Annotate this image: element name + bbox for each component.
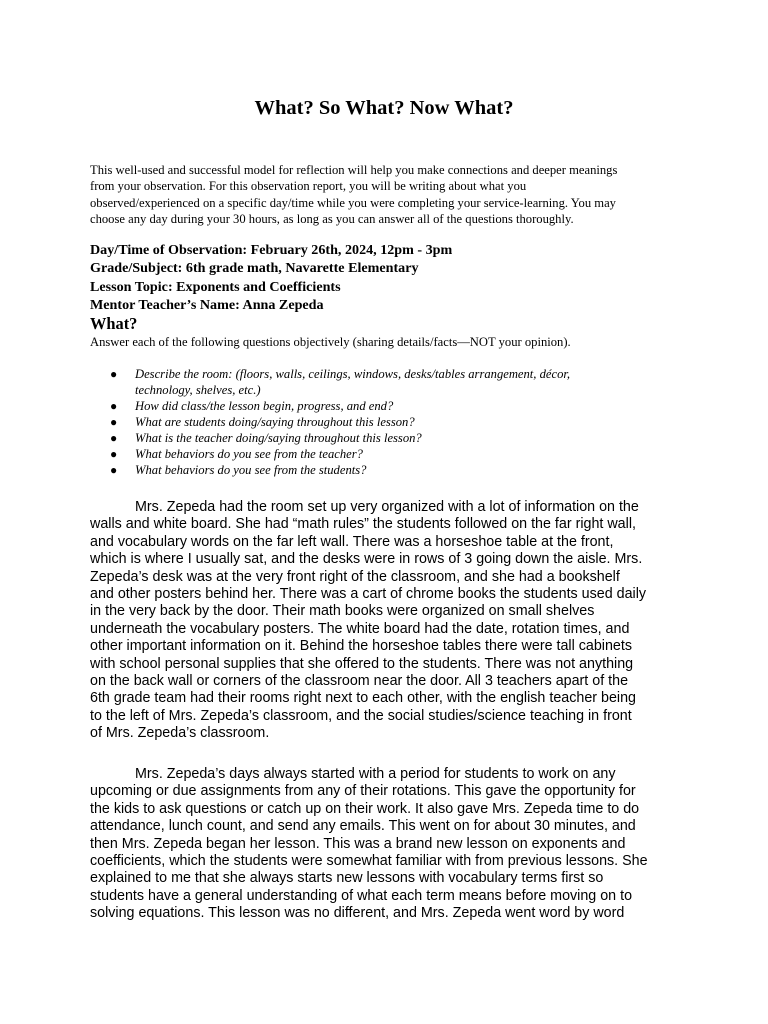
intro-line: This well-used and successful model for reflection will help you make connections and deeper meanings bbox=[90, 163, 618, 177]
intro-line: choose any day during your 30 hours, as long as you can answer all of the questions thoroughly. bbox=[90, 212, 574, 227]
question-text: What is the teacher doing/saying throughout this lesson? bbox=[135, 431, 422, 445]
paragraph-line: solving equations. This lesson was no different, and Mrs. Zepeda went word by word bbox=[90, 905, 625, 922]
list-item bbox=[110, 366, 670, 398]
intro-paragraph bbox=[90, 162, 680, 228]
lesson-topic: Lesson Topic: Exponents and Coefficients bbox=[90, 278, 341, 295]
paragraph-line: Mrs. Zepeda’s days always started with a period for students to work on any bbox=[135, 766, 616, 782]
list-item bbox=[110, 430, 670, 446]
intro-line: from your observation. For this observation report, you will be writing about what you bbox=[90, 179, 527, 194]
bullet-icon: ● bbox=[110, 415, 118, 429]
paragraph-line: attendance, lunch count, and send any emails. This went on for about 30 minutes, and bbox=[90, 818, 636, 835]
paragraph-line: of Mrs. Zepeda’s classroom. bbox=[90, 725, 270, 742]
question-text: What behaviors do you see from the students? bbox=[135, 463, 367, 477]
paragraph-line: walls and white board. She had “math rules” the students followed on the far right wall, bbox=[90, 516, 636, 533]
question-text: What are students doing/saying throughout this lesson? bbox=[135, 415, 415, 429]
document-title: What? So What? Now What? bbox=[254, 97, 514, 119]
list-item bbox=[110, 398, 670, 414]
room-description-paragraph bbox=[90, 499, 690, 743]
question-text: How did class/the lesson begin, progress, and end? bbox=[135, 399, 394, 413]
paragraph-line: underneath the vocabulary posters. The white board had the date, rotation times, and bbox=[90, 620, 630, 637]
list-item bbox=[110, 414, 670, 430]
paragraph-line: and other posters behind her. There was a cart of chrome books the students used daily bbox=[90, 586, 647, 603]
observation-date-time: Day/Time of Observation: February 26th, 2024, 12pm - 3pm bbox=[90, 242, 453, 258]
paragraph-line: Zepeda’s desk was at the very front right of the classroom, and she had a bookshelf bbox=[90, 568, 620, 585]
bullet-icon: ● bbox=[110, 447, 118, 461]
grade-subject: Grade/Subject: 6th grade math, Navarette Elementary bbox=[90, 260, 419, 277]
paragraph-line: with school personal supplies that she offered to the students. There was not anything bbox=[90, 655, 634, 672]
paragraph-line: coefficients, which the students were somewhat familiar with from previous lessons. She bbox=[90, 853, 648, 870]
observation-details bbox=[90, 241, 690, 314]
paragraph-line: upcoming or due assignments from any of their rotations. This gave the opportunity for bbox=[90, 783, 636, 800]
question-text-continued: technology, shelves, etc.) bbox=[135, 383, 261, 397]
question-list bbox=[110, 366, 670, 478]
list-item bbox=[110, 462, 670, 478]
paragraph-line: the kids to ask questions or catch up on their work. It also gave Mrs. Zepeda time to do bbox=[90, 800, 640, 817]
bullet-icon: ● bbox=[110, 431, 118, 445]
paragraph-line: to the left of Mrs. Zepeda’s classroom, and the social studies/science teaching in front bbox=[90, 707, 632, 724]
list-item bbox=[110, 446, 670, 462]
question-text: Describe the room: (floors, walls, ceilings, windows, desks/tables arrangement, décor, bbox=[135, 367, 571, 381]
paragraph-line: 6th grade team had their rooms right next to each other, with the english teacher being bbox=[90, 690, 636, 707]
lesson-start-paragraph bbox=[90, 766, 690, 923]
paragraph-line: and vocabulary words on the far left wall. There was a horseshoe table at the front, bbox=[90, 533, 614, 550]
question-text: What behaviors do you see from the teacher? bbox=[135, 447, 363, 461]
paragraph-line: students have a general understanding of what each term means before moving on to bbox=[90, 887, 633, 904]
paragraph-line: which is where I usually sat, and the desks were in rows of 3 going down the aisle. Mrs. bbox=[90, 551, 643, 568]
paragraph-line: explained to me that she always starts new lessons with vocabulary terms first so bbox=[90, 870, 604, 887]
section-heading-what: What? bbox=[90, 314, 138, 333]
paragraph-line: Mrs. Zepeda had the room set up very organized with a lot of information on the bbox=[135, 499, 639, 515]
intro-line: observed/experienced on a specific day/time while you were completing your service-learning. You may bbox=[90, 195, 616, 210]
bullet-icon: ● bbox=[110, 367, 118, 381]
paragraph-line: in the very back by the door. Their math books were organized on small shelves bbox=[90, 603, 595, 620]
bullet-icon: ● bbox=[110, 463, 118, 477]
section-instruction: Answer each of the following questions objectively (sharing details/facts—NOT your opinion). bbox=[90, 335, 571, 349]
bullet-icon: ● bbox=[110, 399, 118, 413]
paragraph-line: other important information on it. Behind the horseshoe tables there were tall cabinets bbox=[90, 638, 633, 655]
mentor-teacher-name: Mentor Teacher’s Name: Anna Zepeda bbox=[90, 296, 324, 313]
paragraph-line: on the back wall or corners of the classroom near the door. All 3 teachers apart of the bbox=[90, 673, 629, 690]
paragraph-line: then Mrs. Zepeda began her lesson. This was a brand new lesson on exponents and bbox=[90, 835, 626, 852]
